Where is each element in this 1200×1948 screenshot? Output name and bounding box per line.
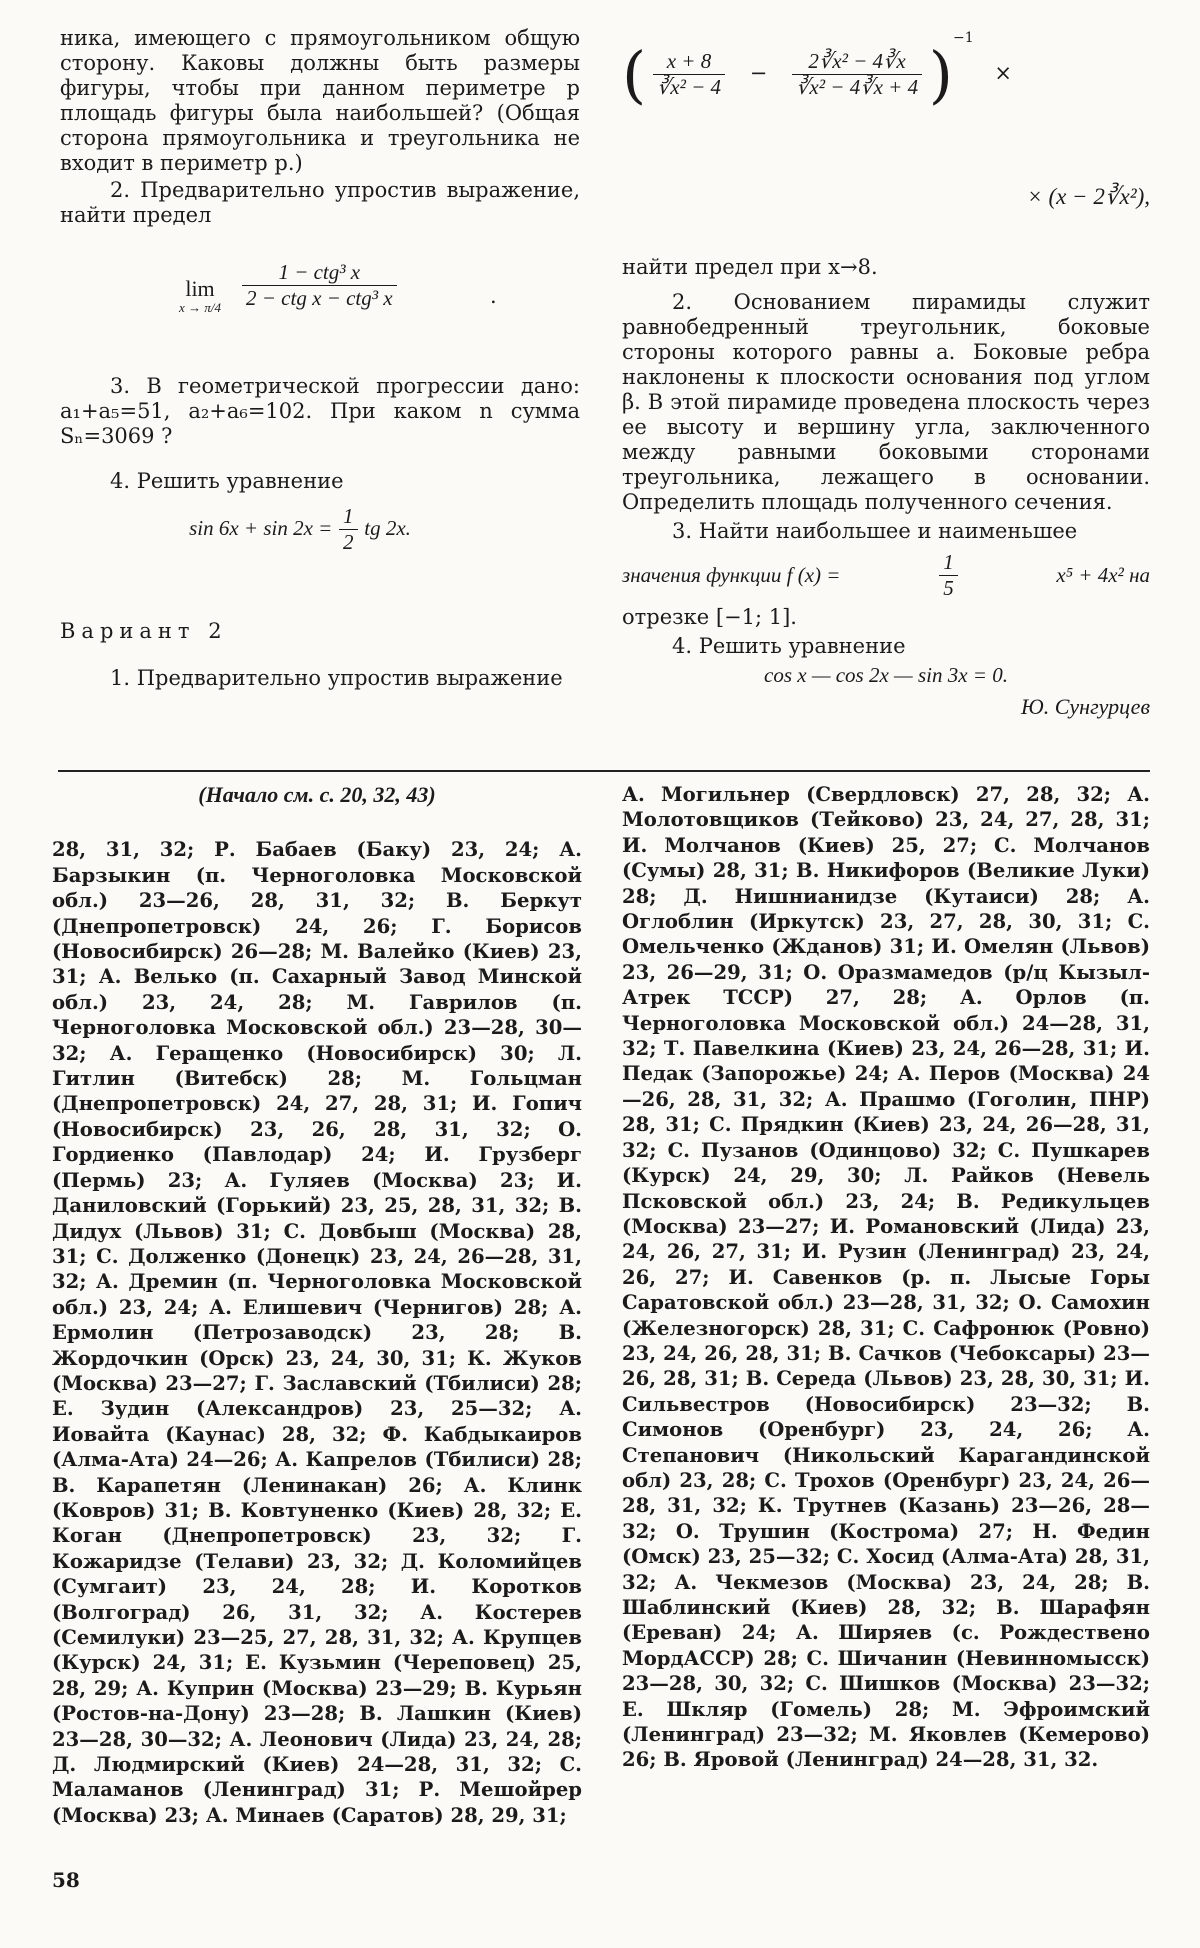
- problem-3-heading: 3. Найти наибольшее и наименьшее: [672, 519, 1078, 543]
- power: −1: [952, 30, 974, 46]
- equation-1: [20, 504, 580, 555]
- continuation-note: (Начало см. с. 20, 32, 43): [198, 782, 436, 807]
- variant-heading: Вариант 2: [60, 619, 228, 643]
- equation-right: tg 2x.: [364, 516, 411, 540]
- lim-subscript: x → π/4: [179, 300, 221, 315]
- solvers-left-text: 28, 31, 32; Р. Бабаев (Баку) 23, 24; А. Барзыкин (п. Черноголовка Московской обл.) 23—26, 28, 31, 32; В. Беркут (Днепропетровск) 24, 26; Г. Борисов (Новосибирск) 26—28; М. Валейко (Киев) 23, 31; А. Велько (п. Сахарный Завод Минской обл.) 23, 24, 28; М. Гаврилов (п. Черноголовка Московской обл.) 23—28, 30—32; А. Геращенко (Новосибирск) 30; Л. Гитлин (Витебск) 28; М. Гольцман (Днепропетровск) 24, 27, 28, 31; И. Гопич (Новосибирск) 23, 26, 28, 31, 32; О. Гордиенко (Павлодар) 24; И. Грузберг (Пермь) 23; А. Гуляев (Москва) 23; И. Даниловский (Горький) 23, 25, 28, 31, 32; В. Дидух (Львов) 31; С. Довбыш (Москва) 28, 31; С. Долженко (Донецк) 23, 24, 26—28, 31, 32; А. Дремин (п. Черноголовка Московской обл.) 23, 24; А. Елишевич (Чернигов) 28; А. Ермолин (Петрозаводск) 23, 28; В. Жордочкин (Орск) 23, 24, 30, 31; К. Жуков (Москва) 23—27; Г. Заславский (Тбилиси) 28; Е. Зудин (Александров) 23, 25—32; А. Иовайта (Каунас) 28, 32; Ф. Кабдыкаиров (Алма-Ата) 24—26; А. Капрелов (Тбилиси) 28; В. Карапетян (Ленинакан) 26; А. Клинк (Ковров) 31; В. Ковтуненко (Киев) 28, 32; Е. Коган (Днепропетровск) 23, 32; Г. Кожаридзе (Телави) 23, 32; Д. Коломийцев (Сумгаит) 23, 24, 28; И. Коротков (Волгоград) 26, 31, 32; А. Костерев (Семилуки) 23—25, 27, 28, 31, 32; А. Крупцев (Курск) 24, 31; Е. Кузьмин (Череповец) 25, 28, 29; А. Куприн (Москва) 23—29; В. Курьян (Ростов-на-Дону) 23—28; В. Лашкин (Киев) 23—28, 30—32; А. Леонович (Лида) 23, 24, 28; Д. Людмирский (Киев) 24—28, 31, 32; С. Маламанов (Ленинград) 31; Р. Мешойрер (Москва) 23; А. Минаев (Саратов) 28, 29, 31;: [52, 838, 582, 1827]
- equation-left: sin 6x + sin 2x =: [189, 516, 333, 540]
- equation-fraction-den: 2: [343, 530, 354, 554]
- top-right-column: [622, 26, 1150, 719]
- equation-2: cos x — cos 2x — sin 3x = 0.: [764, 663, 1008, 687]
- limit-fraction: [242, 260, 397, 311]
- big-expression: [622, 26, 1150, 126]
- page-number: 58: [52, 1868, 80, 1892]
- function-fraction-num: 1: [939, 550, 958, 576]
- variant-2-problem-1: 1. Предварительно упростив выражение: [110, 666, 563, 690]
- function-fraction: [939, 550, 958, 601]
- problem-2-text: 2. Предварительно упростив выражение, найти предел: [60, 178, 580, 227]
- function-rest: x⁵ + 4x² на: [1056, 563, 1150, 587]
- solvers-right-text: А. Могильнер (Свердловск) 27, 28, 32; А. Молотовщиков (Тейково) 23, 24, 27, 28, 31; И. Молчанов (Киев) 25, 27; С. Молчанов (Сумы) 28, 31; В. Никифоров (Великие Луки) 28; Д. Нишнианидзе (Кутаиси) 28; А. Оглоблин (Иркутск) 23, 27, 28, 30, 31; С. Омельченко (Жданов) 31; И. Омелян (Львов) 23, 26—29, 31; О. Оразмамедов (р/ц Кызыл-Атрек ТССР) 27, 28; А. Орлов (п. Черноголовка Московской обл.) 24—28, 31, 32; Т. Павелкина (Киев) 23, 24, 26—28, 31; И. Педак (Запорожье) 24; А. Перов (Москва) 24—26, 28, 31, 32; А. Прашмо (Гоголин, ПНР) 28, 31; С. Прядкин (Киев) 23, 24, 26—28, 31, 32; С. Пузанов (Одинцово) 32; С. Пушкарев (Курск) 24, 29, 30; Л. Райков (Невель Псковской обл.) 23, 24; В. Редикульцев (Москва) 23—27; И. Романовский (Лида) 23, 24, 26, 27, 31; И. Рузин (Ленинград) 23, 24, 26, 27; И. Савенков (р. п. Лысые Горы Саратовской обл.) 23—28, 31, 32; О. Самохин (Железногорск) 28, 31; С. Сафронюк (Ровно) 23, 24, 26, 28, 31; В. Сачков (Чебоксары) 23—26, 28, 31; В. Середа (Львов) 23, 28, 30, 31; И. Сильвестров (Новосибирск) 23—32; В. Симонов (Оренбург) 23, 24, 26; А. Степанович (Никольский Карагандинской обл) 23, 28; С. Трохов (Оренбург) 23, 24, 26—28, 31, 32; К. Трутнев (Казань) 23—26, 28—32; О. Трушин (Кострома) 27; Н. Федин (Омск) 23, 25—32; С. Хосид (Алма-Ата) 28, 31, 32; А. Чекмезов (Москва) 23, 24, 28; В. Шаблинский (Киев) 28, 32; В. Шарафян (Ереван) 24; А. Ширяев (с. Рождествено МордАССР) 28; С. Шичанин (Невинномысск) 23—28, 30, 32; С. Шишков (Москва) 23—32; Е. Шкляр (Гомель) 28; М. Эфроимский (Ленинград) 23—32; М. Яковлев (Кемерово) 26; В. Яровой (Ленинград) 24—28, 31, 32.: [622, 783, 1150, 1772]
- limit-denominator: 2 − ctg x − ctg³ x: [246, 286, 393, 310]
- limit-formula: [170, 260, 580, 340]
- fraction-2: [792, 49, 922, 100]
- lim-word: lim: [185, 276, 215, 301]
- times-sign: ×: [994, 61, 1012, 85]
- problem-2-pyramid: 2. Основанием пирамиды служит равнобедренный треугольник, боковые стороны которого равны a. Боковые ребра наклонены к плоскости основания под углом β. В этой пирамиде проведена плоскость через ее высоту и вершину угла, заключенного между равными боковыми сторонами треугольника, лежащего в основании. Определить площадь полученного сечения.: [622, 290, 1150, 514]
- fraction-2-num: 2∛x² − 4∛x: [792, 49, 922, 75]
- minus-sign: −: [749, 61, 768, 85]
- fraction-2-den: ∛x² − 4∛x + 4: [796, 75, 919, 99]
- equation-fraction-num: 1: [339, 504, 358, 530]
- function-fraction-den: 5: [943, 576, 954, 600]
- function-label: значения функции f (x) =: [622, 563, 841, 587]
- fraction-1: [653, 49, 725, 100]
- problem-4-text: 4. Решить уравнение: [110, 469, 344, 493]
- section-divider: [58, 770, 1150, 772]
- left-paren: (: [622, 38, 647, 111]
- problem-4-heading: 4. Решить уравнение: [672, 634, 906, 658]
- limit-instruction: найти предел при x→8.: [622, 255, 878, 279]
- limit-dot: .: [490, 284, 497, 308]
- author-signature: Ю. Сунгурцев: [1021, 694, 1150, 719]
- limit-numerator: 1 − ctg³ x: [242, 260, 397, 286]
- problem-3-text: 3. В геометрической прогрессии дано: a₁+a₅=51, a₂+a₆=102. При каком n сумма Sₙ=3069 ?: [60, 374, 580, 448]
- top-left-column: [60, 26, 580, 691]
- fraction-1-num: x + 8: [653, 49, 725, 75]
- solvers-list-right: [622, 782, 1150, 1773]
- function-line: [622, 550, 1150, 601]
- right-paren: ): [928, 38, 953, 111]
- problem-continuation: ника, имеющего с прямоугольником общую сторону. Каковы должны быть размеры фигуры, чтобы при данном периметре p площадь фигуры была наибольшей? (Общая сторона прямоугольника и треугольника не входит в периметр p.): [60, 26, 580, 175]
- solvers-list-left: [52, 782, 582, 1828]
- expression-line-2: × (x − 2∛x²),: [1027, 184, 1150, 209]
- equation-fraction: [339, 504, 358, 555]
- interval-text: отрезке [−1; 1].: [622, 605, 797, 629]
- fraction-1-den: ∛x² − 4: [656, 75, 722, 99]
